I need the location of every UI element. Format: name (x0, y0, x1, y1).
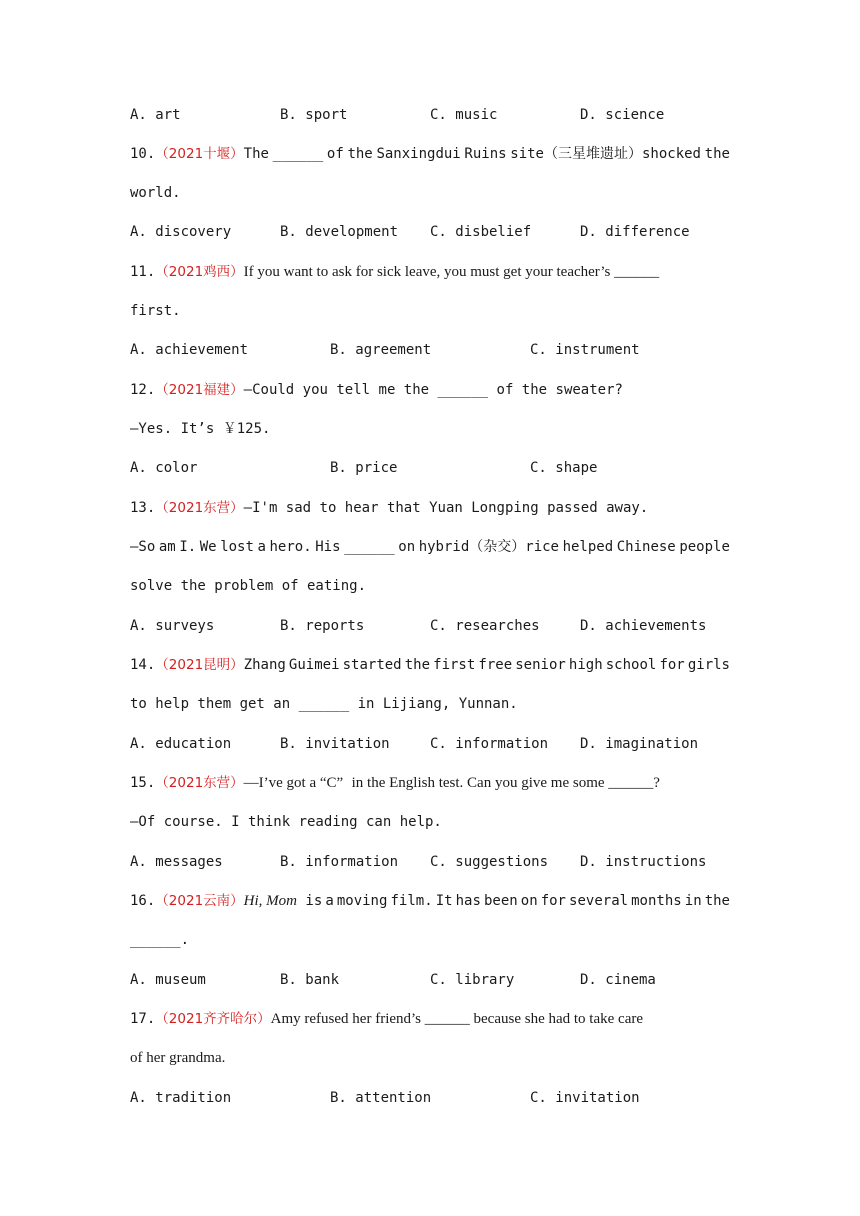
q16-word: on (520, 893, 538, 909)
q15-option-c[interactable]: C. suggestions (430, 854, 549, 870)
q12-option-c[interactable]: C. shape (530, 460, 598, 476)
q10-option-c[interactable]: C. disbelief (430, 224, 532, 240)
q10-stem-line2: world. (130, 185, 181, 201)
q13-word: His (315, 539, 341, 555)
q17-option-c[interactable]: C. invitation (530, 1090, 640, 1106)
q16-word: a (325, 893, 334, 909)
q10-word: The (243, 146, 269, 162)
q16-number: 16. (130, 893, 156, 909)
q16-source-tag: （2021云南） (155, 893, 244, 909)
q17-text: Amy refused her friend’s ______ because she had to take care (270, 1011, 644, 1027)
q13-stem-line3: solve the problem of eating. (130, 578, 367, 594)
q14-option-d[interactable]: D. imagination (580, 736, 699, 752)
q16-word: is (305, 893, 323, 909)
q10-blank: ______ (272, 146, 324, 162)
q16-word: months (631, 893, 682, 909)
q13-word: helped (562, 539, 614, 555)
q16-word: It (435, 893, 453, 909)
q16-options (130, 970, 730, 990)
q13-word: on (398, 539, 416, 555)
q13-blank: ______ (344, 539, 395, 555)
q13-word: I. (179, 539, 197, 555)
q15-option-a[interactable]: A. messages (130, 854, 223, 870)
q15-number: 15. (130, 775, 156, 791)
q16-word: moving (336, 893, 388, 909)
q10-source-tag: （2021十堰） (155, 146, 244, 162)
q12-option-b[interactable]: B. price (330, 460, 398, 476)
q16-option-d[interactable]: D. cinema (580, 972, 656, 988)
q15-stem-line2: —Of course. I think reading can help. (130, 814, 442, 830)
q14-option-b[interactable]: B. invitation (280, 736, 390, 752)
q10-stem-line1 (130, 144, 730, 164)
q11-option-a[interactable]: A. achievement (130, 342, 249, 358)
q14-options (130, 734, 730, 754)
q15-text-b: in the English test. Can you give me some ______? (351, 775, 660, 791)
q13-option-d[interactable]: D. achievements (580, 618, 707, 634)
q10-option-a[interactable]: A. discovery (130, 224, 232, 240)
q17-options (130, 1088, 730, 1108)
q11-text: If you want to ask for sick leave, you must get your teacher’s ______ (243, 264, 660, 280)
q17-option-b[interactable]: B. attention (330, 1090, 432, 1106)
q10-word: site（三星堆遗址）shocked (510, 146, 701, 162)
q15-options (130, 852, 730, 872)
q13-option-a[interactable]: A. surveys (130, 618, 215, 634)
q16-word: film. (390, 893, 433, 909)
q12-source-tag: （2021福建） (155, 382, 244, 398)
q15-option-b[interactable]: B. information (280, 854, 399, 870)
q17-source-tag: （2021齐齐哈尔） (155, 1011, 271, 1027)
q13-word: people (679, 539, 730, 555)
q13-word: —So (130, 539, 156, 555)
q16-stem-line2: ______. (130, 932, 190, 948)
q14-word: school (605, 657, 657, 673)
q13-option-c[interactable]: C. researches (430, 618, 540, 634)
q10-word: Sanxingdui (376, 146, 461, 162)
q12-option-a[interactable]: A. color (130, 460, 198, 476)
q10-word: of (326, 146, 344, 162)
q17-option-a[interactable]: A. tradition (130, 1090, 232, 1106)
q13-word: a (257, 539, 266, 555)
q11-stem-line1 (130, 262, 659, 282)
q10-option-b[interactable]: B. development (280, 224, 399, 240)
q16-lead (130, 891, 322, 911)
q16-option-c[interactable]: C. library (430, 972, 515, 988)
q14-word: Zhang (243, 657, 286, 673)
q13-options (130, 616, 730, 636)
q14-word: Guimei (288, 657, 340, 673)
q13-word: We (199, 539, 217, 555)
q16-word: several (569, 893, 629, 909)
q9-option-b[interactable]: B. sport (280, 107, 348, 123)
q12-number: 12. (130, 382, 156, 398)
q17-number: 17. (130, 1011, 156, 1027)
q11-number: 11. (130, 264, 156, 280)
q14-word: free (478, 657, 513, 673)
q13-source-tag: （2021东营） (155, 500, 244, 516)
q10-number: 10. (130, 146, 156, 162)
q10-word: Ruins (464, 146, 507, 162)
q16-word: in (684, 893, 702, 909)
q14-option-a[interactable]: A. education (130, 736, 232, 752)
q14-word: started (342, 657, 402, 673)
q12-options (130, 458, 730, 478)
q16-option-b[interactable]: B. bank (280, 972, 340, 988)
q13-word: hero. (269, 539, 312, 555)
q9-option-a[interactable]: A. art (130, 107, 181, 123)
q16-word: has (455, 893, 481, 909)
q9-option-c[interactable]: C. music (430, 107, 498, 123)
q14-number: 14. (130, 657, 156, 673)
q14-option-c[interactable]: C. information (430, 736, 549, 752)
q14-word: the (404, 657, 431, 673)
q16-word: the (704, 893, 730, 909)
q11-option-b[interactable]: B. agreement (330, 342, 432, 358)
q11-option-c[interactable]: C. instrument (530, 342, 640, 358)
q14-source-tag: （2021昆明） (155, 657, 244, 673)
q11-stem-line2: first. (130, 303, 181, 319)
q10-lead (130, 144, 269, 164)
q14-word: high (568, 657, 603, 673)
q13-number: 13. (130, 500, 156, 516)
q12-text: —Could you tell me the ______ of the sweater? (243, 382, 623, 398)
q17-text-cont: of her grandma. (130, 1050, 226, 1066)
q16-film-title: Hi, Mom (243, 893, 297, 909)
q9-option-d[interactable]: D. science (580, 107, 665, 123)
q10-option-d[interactable]: D. difference (580, 224, 690, 240)
q13-word: hybrid（杂交）rice (418, 539, 559, 555)
q15-text-a: —I’ve got a “C” (243, 775, 344, 791)
q10-options (130, 222, 730, 242)
q17-stem-line1 (130, 1009, 643, 1029)
q13-word: lost (220, 539, 254, 555)
q14-lead (130, 655, 286, 675)
q16-word: for (540, 893, 566, 909)
q10-word: the (347, 146, 373, 162)
q14-word: first (433, 657, 476, 673)
q17-stem-line2 (130, 1048, 225, 1068)
q12-stem-line2: —Yes. It’s ￥125. (130, 421, 271, 437)
q11-options (130, 340, 730, 360)
q15-stem-line1 (130, 773, 660, 793)
q12-stem-line1 (130, 380, 623, 400)
q16-word: been (483, 893, 518, 909)
q13-text: —I'm sad to hear that Yuan Longping passed away. (243, 500, 649, 516)
q13-word: Chinese (616, 539, 676, 555)
q14-word: girls (687, 657, 730, 673)
q16-option-a[interactable]: A. museum (130, 972, 206, 988)
q13-word: am (158, 539, 176, 555)
q14-word: senior (515, 657, 566, 673)
q15-option-d[interactable]: D. instructions (580, 854, 707, 870)
q16-stem-line1 (130, 891, 730, 911)
q14-stem-line2: to help them get an ______ in Lijiang, Yunnan. (130, 696, 518, 712)
q15-source-tag: （2021东营） (155, 775, 244, 791)
q9-options (130, 105, 730, 125)
q14-word: for (659, 657, 685, 673)
q14-stem-line1 (130, 655, 730, 675)
q11-source-tag: （2021鸡西） (155, 264, 244, 280)
q13-stem-line1 (130, 498, 648, 518)
q10-word: the (704, 146, 730, 162)
q13-stem-line2 (130, 537, 730, 557)
q13-option-b[interactable]: B. reports (280, 618, 365, 634)
